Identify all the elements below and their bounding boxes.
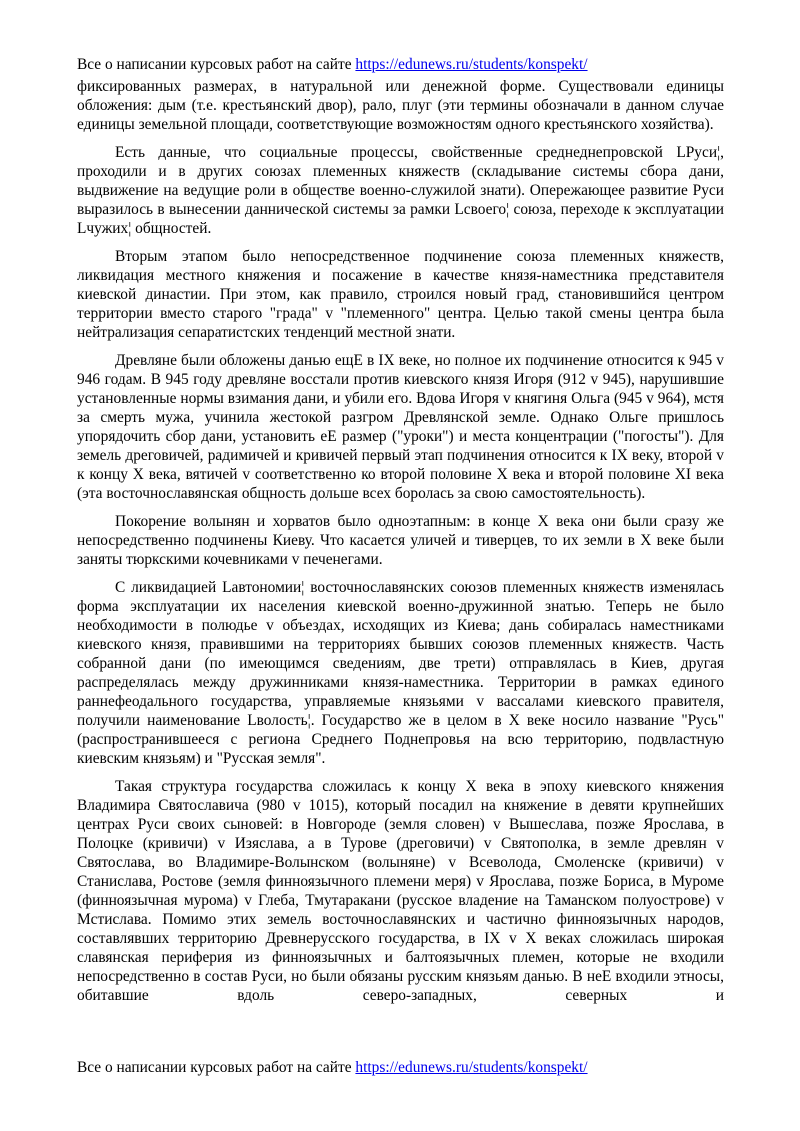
footer-text: Все о написании курсовых работ на сайте	[77, 1059, 356, 1076]
paragraph: С ликвидацией Lавтономии¦ восточнославянских союзов племенных княжеств изменялась форма эксплуатации их населения киевской военно-дружинной знатью. Теперь не было необходимости в полюдье v объездах, исходящих из Киева; дань собиралась наместниками киевского князя, правившими на территориях бывших союзов племенных княжеств. Часть собранной дани (по имеющимся сведениям, две трети) отправлялась в Киев, другая распределялась между дружинниками князя-наместника. Территории в рамках единого раннефеодального государства, управляемые князьями v вассалами киевского правителя, получили наименование Lволость¦. Государство же в целом в X веке носило название "Русь" (распространившееся с региона Среднего Поднепровья на всю территорию, подвластную киевским князьям) и "Русская земля".	[77, 579, 724, 767]
header-text: Все о написании курсовых работ на сайте	[77, 56, 356, 73]
page-footer	[77, 1058, 588, 1078]
footer-site-link[interactable]: https://edunews.ru/students/konspekt/	[355, 1059, 588, 1076]
paragraph-continuation: фиксированных размерах, в натуральной или денежной форме. Существовали единицы обложения: дым (т.е. крестьянский двор), рало, плуг (эти термины обозначали в данном случае единицы земельной площади, соответствующие возможностям одного крестьянского хозяйства).	[77, 78, 724, 133]
document-body	[77, 77, 724, 1005]
paragraph: Древляне были обложены данью ещЕ в IX веке, но полное их подчинение относится к 945 v 946 годам. В 945 году древляне восстали против киевского князя Игоря (912 v 945), нарушившие установленные нормы взимания дани, и убили его. Вдова Игоря v княгиня Ольга (945 v 964), мстя за смерть мужа, учинила жестокой разгром Древлянской земле. Однако Ольге пришлось упорядочить сбор дани, установить еЕ размер ("уроки") и места концентрации ("погосты"). Для земель дреговичей, радимичей и кривичей первый этап подчинения относится к IX веку, второй v к концу X века, вятичей v соответственно ко второй половине X века и второй половине XI века (эта восточнославянская общность дольше всех боролась за свою самостоятельность).	[77, 352, 724, 502]
paragraph: Есть данные, что социальные процессы, свойственные среднеднепровской LРуси¦, проходили и в других союзах племенных княжеств (складывание системы сбора дани, выдвижение на ведущие роли в обществе военно-служилой знати). Опережающее развитие Руси выразилось в вынесении даннической системы за рамки Lсвоего¦ союза, переходе к эксплуатации Lчужих¦ общностей.	[77, 144, 724, 237]
paragraph: Покорение волынян и хорватов было одноэтапным: в конце X века они были сразу же непосредственно подчинены Киеву. Что касается уличей и тиверцев, то их земли в X веке были заняты тюркскими кочевниками v печенегами.	[77, 513, 724, 568]
header-site-link[interactable]: https://edunews.ru/students/konspekt/	[355, 56, 588, 73]
paragraph: Вторым этапом было непосредственное подчинение союза племенных княжеств, ликвидация местного княжения и посажение в качестве князя-наместника представителя киевской династии. При этом, как правило, строился новый град, становившийся центром территории вместо старого "града" v "племенного" центра. Целью такой смены центра была нейтрализация сепаратистских тенденций местной знати.	[77, 248, 724, 341]
paragraph: Такая структура государства сложилась к концу X века в эпоху киевского княжения Владимира Святославича (980 v 1015), который посадил на княжение в девяти крупнейших центрах Руси своих сыновей: в Новгороде (земля словен) v Вышеслава, позже Ярослава, в Полоцке (кривичи) v Изяслава, а в Турове (дреговичи) v Святополка, в земле древлян v Святослава, во Владимире-Волынском (волыняне) v Всеволода, Смоленске (кривичи) v Станислава, Ростове (земля финноязычного племени меря) v Ярослава, позже Бориса, в Муроме (финноязычная мурома) v Глеба, Тмутаракани (русское владение на Таманском полуострове) v Мстислава. Помимо этих земель восточнославянских и частично финноязычных народов, составлявших территорию Древнерусского государства, в IX v X веках сложилась широкая славянская периферия из финноязычных и балтоязычных племен, которые не входили непосредственно в состав Руси, но были обязаны русским князьям данью. В неЕ входили этносы, обитавшие вдоль северо-западных, северных и	[77, 778, 724, 1004]
page-header	[77, 55, 588, 75]
